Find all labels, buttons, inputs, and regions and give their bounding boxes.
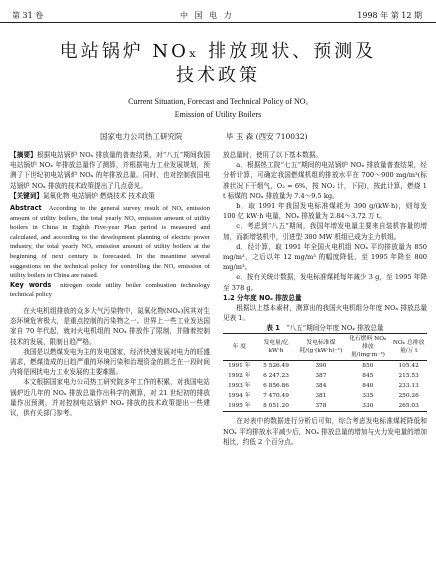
table-cell: 8 051.20 <box>263 403 289 410</box>
table-header-cell: 年 度 <box>232 344 247 351</box>
table-caption <box>223 323 427 333</box>
table-cell: 5 526.49 <box>263 363 289 370</box>
table-header-cell: NOₓ 总排放量/万 t <box>392 340 425 355</box>
abstract-en <box>10 204 210 281</box>
nox-emission-table <box>223 333 427 412</box>
table-cell: 265.03 <box>398 403 419 410</box>
table-cell: 330 <box>362 403 374 410</box>
paper-title-cn <box>0 40 436 88</box>
table-caption-title: “八五”期间分年度 NOₓ 排放总量 <box>286 324 384 333</box>
table-cell: 233.13 <box>398 383 419 390</box>
table-cell: 1992 年 <box>228 373 251 380</box>
table-row <box>223 371 427 381</box>
table-row <box>223 401 427 412</box>
keywords-en-label: Key words <box>10 280 52 289</box>
table-cell: 384 <box>315 383 327 390</box>
table-cell: 1993 年 <box>228 383 251 390</box>
table-cell: 845 <box>362 373 374 380</box>
right-paragraph-1: 放总量时，使用了以下基本数据。 <box>223 151 322 159</box>
author-org: 国家电力公司热工研究院 <box>100 132 183 141</box>
table-row <box>223 381 427 391</box>
abstract-cn-label: 【摘要】 <box>10 151 37 159</box>
keywords-cn <box>10 191 210 201</box>
table-header-row <box>223 334 427 361</box>
table-cell: 215.53 <box>398 373 419 380</box>
table-cell: 840 <box>362 383 374 390</box>
body-paragraph-1: 在火电机组排放的众多大气污染物中，氮氧化物(NOₓ)因其对生态环境危害极大，是重点控制的污染物之一。世界上一些工业发达国家自 70 年代起，就对火电机组的 NOₓ 排放作了限制，并随着控制技术的发展，限制日趋严格。 <box>10 306 210 346</box>
en-title-line-2: Emission of Utility Boilers <box>174 110 262 119</box>
abstract-en-text: According to the general survey result of NOₓ emission amount of utility boilers, the total yearly NOₓ emission amount of utility boilers in China in Eighth Five-year Plan period is measured and calculated, and according to the development planning of electric power industry, the total yearly NOₓ emission amount of utility boilers at the beginning of next century is forecasted. In the meantime several suggestions on the technical policy for controlling the NOₓ emission of utility boilers in China are raised. <box>10 205 210 280</box>
right-paragraph-after-table: 在对表中的数据进行分析后可知，综合考虑发电标准煤耗降低和 NOₓ 平均排放水平减少后，NOₓ 排放总量的增加与火力发电量的增加相比，约低 2 个百分点。 <box>223 417 427 446</box>
keywords-cn-text: 氮氧化物 电站锅炉 燃烧技术 技术政策 <box>42 191 155 200</box>
left-column <box>10 150 210 418</box>
table-header-cell: 发电标准煤耗/(g·(kW·h)⁻¹) <box>299 340 343 355</box>
section-text: 根据以上基本素材，测算出的我国火电机组分年度 NOₓ 排放总量见表 1。 <box>223 304 427 323</box>
table-row <box>223 391 427 401</box>
abstract-cn <box>10 150 210 191</box>
issue-label: 1998 年 第 12 期 <box>357 11 422 20</box>
table-cell: 335 <box>362 393 374 400</box>
item-a: a．根据热工院“七五”期间的电站锅炉 NOₓ 排放量普查结果，经分析计算，可确定我国燃煤机组的排放水平在 700～900 mg/m³(标准状况下干烟气，O₂ = 6%，按 NO₂ 计，下同)，按此计算，燃烧 1 t 标煤的 NOₓ 排放量为 7.4～9.5 kg。 <box>223 161 427 200</box>
table-cell: 387 <box>315 373 327 380</box>
table-cell: 378 <box>315 403 327 410</box>
table-cell: 850 <box>362 363 374 370</box>
table-cell: 390 <box>315 363 327 370</box>
abstract-en-label: Abstract <box>10 204 42 213</box>
table-cell: 1991 年 <box>228 363 251 370</box>
journal-name: 中 国 电 力 <box>180 11 234 20</box>
item-b: b．取 1991 年我国发电标准煤耗为 390 g/(kW·h)，则每发 100 亿 kW·h 电量，NOₓ 排放量为 2.84～3.72 万 t。 <box>223 202 427 221</box>
keywords-en <box>10 281 210 300</box>
keywords-en-text: nitrogen oxide utility boiler combustion technology technical policy <box>10 281 211 299</box>
volume-label: 第 31 卷 <box>12 11 44 20</box>
item-d: d．经计算，取 1991 年全国火电机组 NOₓ 平均排放量为 850 mg/m³，之后以年 12 mg/m³ 的幅度降低，至 1995 年降至 800 mg/m³。 <box>223 242 427 272</box>
table-cell: 381 <box>315 393 327 400</box>
body-paragraph-3: 本文根据国家电力公司热工研究院多年工作的积累，对我国电站锅炉近几年的 NOₓ 排放总量作出科学的测算，对 21 世纪初的排放量作出预测，并对控制电站锅炉 NOₓ 排放的技术政策提出一些建议，供有关部门参考。 <box>10 378 210 417</box>
item-e: e．按有关统计数据，发电标准煤耗每年减少 3 g，至 1995 年降至 378 g。 <box>223 273 427 292</box>
table-cell: 6 856.86 <box>263 383 289 390</box>
keywords-cn-label: 【关键词】 <box>10 191 43 200</box>
body-paragraph-2: 我国是以燃煤发电为主的发电国家，经济快速发展对电力的旺盛需求，燃煤造成的日趋严重的环境污染和治理资金的匮乏在一段时间内将是困扰电力工业发展的主要难题。 <box>10 347 210 377</box>
table-cell: 7 470.49 <box>263 393 289 400</box>
table-caption-label: 表 1 <box>266 324 280 333</box>
section-heading: 1.2 分年度 NOₓ 排放总量 <box>223 293 302 302</box>
table-header-cell: 发电量/亿 kW·h <box>263 340 289 355</box>
title-line-1: 电站锅炉 NOₓ 排放现状、预测及 <box>59 41 377 62</box>
table-cell: 1994 年 <box>228 393 251 400</box>
table-cell: 250.26 <box>398 393 419 400</box>
author-name: 毕 玉 森 (西安 710032) <box>226 132 308 141</box>
title-line-2: 技术政策 <box>176 65 260 86</box>
abstract-cn-text: 根据电站锅炉 NOₓ 排放量的普查结果，对“八五”期间我国电站锅炉 NOₓ 年排放总量作了测算，并根据电力工业发展规划，预测了下世纪初电站锅炉 NOₓ 的年排放总量。同时，也对控制我国电站锅炉 NOₓ 排放的技术政策提出了几点意见。 <box>10 151 211 190</box>
paper-title-en <box>0 95 436 121</box>
right-column <box>223 150 427 447</box>
table-header-cell: 化石燃料 NOₓ 排放量/(mg·m⁻³) <box>349 336 387 359</box>
en-title-line-1: Current Situation, Forecast and Technical Policy of NOₓ <box>128 97 308 106</box>
table-row <box>223 361 427 372</box>
journal-header <box>0 8 436 23</box>
table-cell: 105.42 <box>398 363 419 370</box>
table-cell: 6 247.23 <box>263 373 289 380</box>
table-cell: 1995 年 <box>228 403 251 410</box>
item-c: c．考虑到“八五”期间，我国年增发电量主要来自装机容量的增加，而新增装机中，引进型 300 MW 机组已成为主力机组。 <box>223 222 427 241</box>
